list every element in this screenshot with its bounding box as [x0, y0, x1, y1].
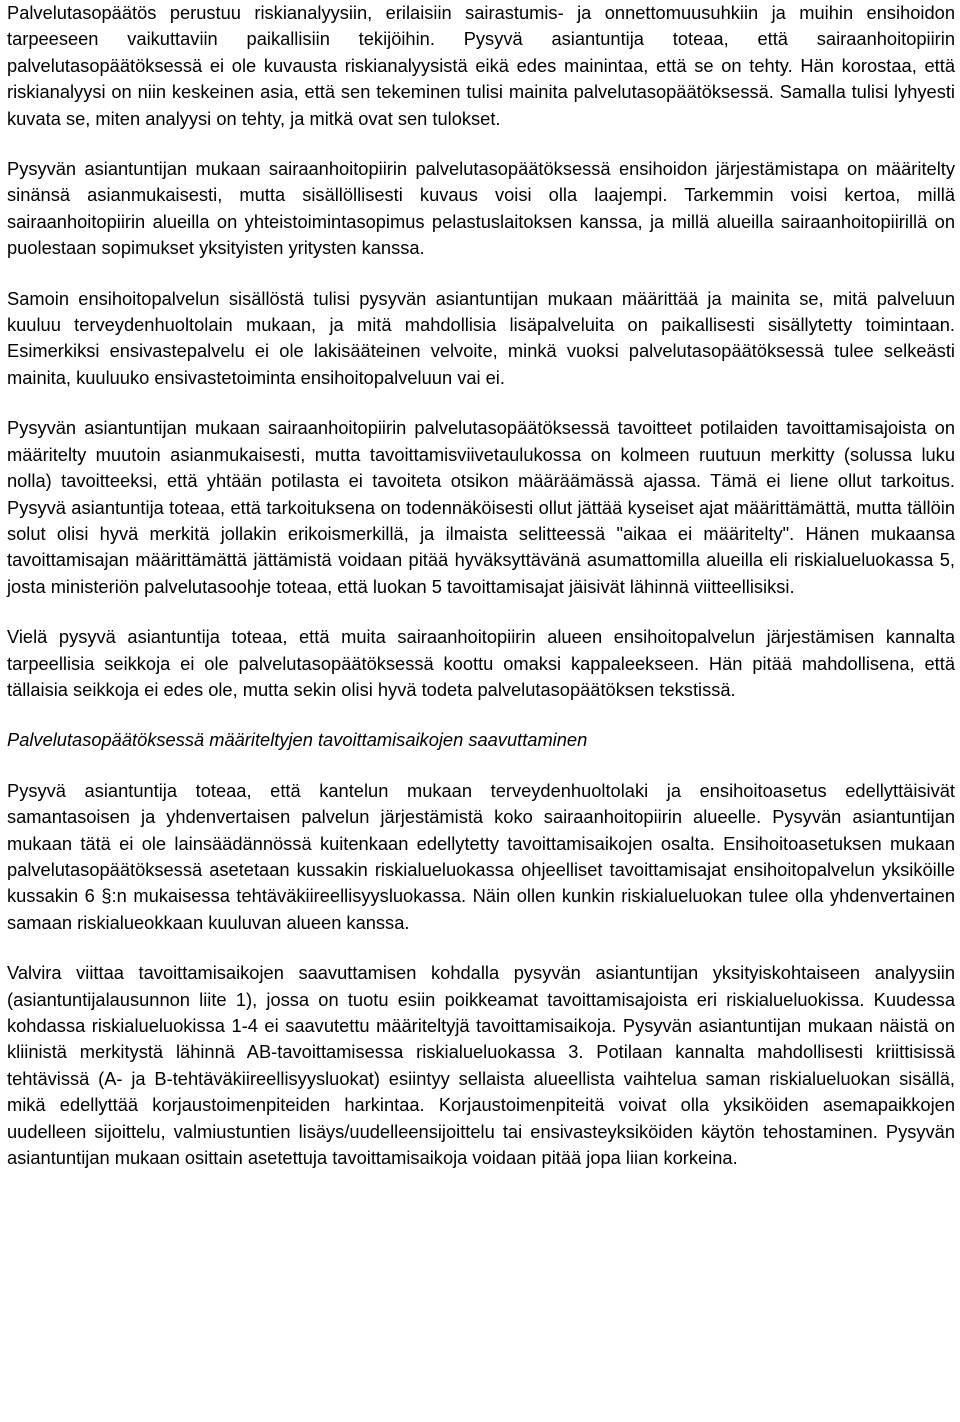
paragraph-response-targets: Pysyvän asiantuntijan mukaan sairaanhoitopiirin palvelutasopäätöksessä tavoitteet potilaiden tavoittamisajoista on määritelty muutoin asianmukaisesti, mutta tavoittamisviivetaulukossa on kolmeen ruutuun merkitty (solussa luku nolla) tavoitteeksi, että yhtään potilasta ei tavoiteta otsikon määräämässä ajassa. Tämä ei liene ollut tarkoitus. Pysyvä asiantuntija toteaa, että tarkoituksena on todennäköisesti ollut jättää kyseiset ajat määrittämättä, mutta tällöin solut olisi hyvä merkitä jollakin erikoismerkillä, ja ilmaista selitteessä "aikaa ei määritelty". Hänen mukaansa tavoittamisajan määrittämättä jättämistä voidaan pitää hyväksyttävänä asumattomilla alueilla eli riskialueluokassa 5, josta ministeriön palvelutasoohje toteaa, että luokan 5 tavoittamisajat jäisivät lähinnä viitteellisiksi. — [7, 417, 955, 597]
section-heading: Palvelutasopäätöksessä määriteltyjen tavoittamisaikojen saavuttaminen — [7, 729, 588, 751]
document-page — [7, 0, 955, 1171]
paragraph-risk-analysis: Palvelutasopäätös perustuu riskianalyysiin, erilaisiin sairastumis- ja onnettomuusuhkiin ja muihin ensihoidon tarpeeseen vaikuttaviin paikallisiin tekijöihin. Pysyvä asiantuntija toteaa, että sairaanhoitopiirin palvelutasopäätöksessä ei ole kuvausta riskianalyysistä eikä edes mainintaa, että se on tehty. Hän korostaa, että riskianalyysi on niin keskeinen asia, että sen tekeminen tulisi mainita palvelutasopäätöksessä. Samalla tulisi lyhyesti kuvata se, miten analyysi on tehty, ja mitkä ovat sen tulokset. — [7, 2, 955, 129]
paragraph-equal-service: Pysyvä asiantuntija toteaa, että kantelun mukaan terveydenhuoltolaki ja ensihoitoasetus edellyttäisivät samantasoisen ja yhdenvertaisen palvelun järjestämistä koko sairaanhoitopiirin alueelle. Pysyvän asiantuntijan mukaan tätä ei ole lainsäädännössä kuitenkaan edellytetty tavoittamisaikojen osalta. Ensihoitoasetuksen mukaan palvelutasopäätöksessä asetetaan kussakin riskialueluokassa ohjeelliset tavoittamisajat ensihoitopalvelun yksiköille kussakin 6 §:n mukaisessa tehtäväkiireellisyysluokassa. Näin ollen kunkin riskialueluokan tulee olla yhdenvertainen samaan riskialueokkaan kuuluvan alueen kanssa. — [7, 779, 955, 933]
paragraph-other-matters: Vielä pysyvä asiantuntija toteaa, että muita sairaanhoitopiirin alueen ensihoitopalvelun järjestämisen kannalta tarpeellisia seikkoja ei ole palvelutasopäätöksessä koottu omaksi kappaleekseen. Hän pitää mahdollisena, että tällaisia seikkoja ei edes ole, mutta sekin olisi hyvä todeta palvelutasopäätöksen tekstissä. — [7, 626, 955, 700]
paragraph-organization: Pysyvän asiantuntijan mukaan sairaanhoitopiirin palvelutasopäätöksessä ensihoidon järjestämistapa on määritelty sinänsä asianmukaisesti, mutta sisällöllisesti kuvaus voisi olla laajempi. Tarkemmin voisi kertoa, millä sairaanhoitopiirin alueilla on yhteistoimintasopimus pelastuslaitoksen kanssa, ja millä alueilla sairaanhoitopiirillä on puolestaan sopimukset yksityisten yritysten kanssa. — [7, 158, 955, 259]
paragraph-service-content: Samoin ensihoitopalvelun sisällöstä tulisi pysyvän asiantuntijan mukaan määrittää ja mainita se, mitä palveluun kuuluu terveydenhuoltolain mukaan, ja mitä mahdollisia lisäpalveluita on paikallisesti sisällytetty toimintaan. Esimerkiksi ensivastepalvelu ei ole lakisääteinen velvoite, minkä vuoksi palvelutasopäätöksessä tulee selkeästi mainita, kuuluuko ensivastetoiminta ensihoitopalveluun vai ei. — [7, 287, 955, 388]
paragraph-valvira-analysis: Valvira viittaa tavoittamisaikojen saavuttamisen kohdalla pysyvän asiantuntijan yksityiskohtaiseen analyysiin (asiantuntijalausunnon liite 1), jossa on tuotu esiin poikkeamat tavoittamisajoista eri riskialueluokissa. Kuudessa kohdassa riskialueluokissa 1-4 ei saavutettu määriteltyjä tavoittamisaikoja. Pysyvän asiantuntijan mukaan näistä on kliinistä merkitystä lähinnä AB-tavoittamisessa riskialueluokassa 3. Potilaan kannalta mahdollisesti kriittisissä tehtävissä (A- ja B-tehtäväkiireellisyysluokat) esiintyy sellaista alueellista vaihtelua saman riskialueluokan sisällä, mikä edellyttää korjaustoimenpiteiden harkintaa. Korjaustoimenpiteitä voivat olla yksiköiden asemapaikkojen uudelleen sijoittelu, valmiustuntien lisäys/uudelleensijoittelu tai ensivasteyksiköiden käytön tehostaminen. Pysyvän asiantuntijan mukaan osittain asetettuja tavoittamisaikoja voidaan pitää jopa liian korkeina. — [7, 962, 955, 1169]
